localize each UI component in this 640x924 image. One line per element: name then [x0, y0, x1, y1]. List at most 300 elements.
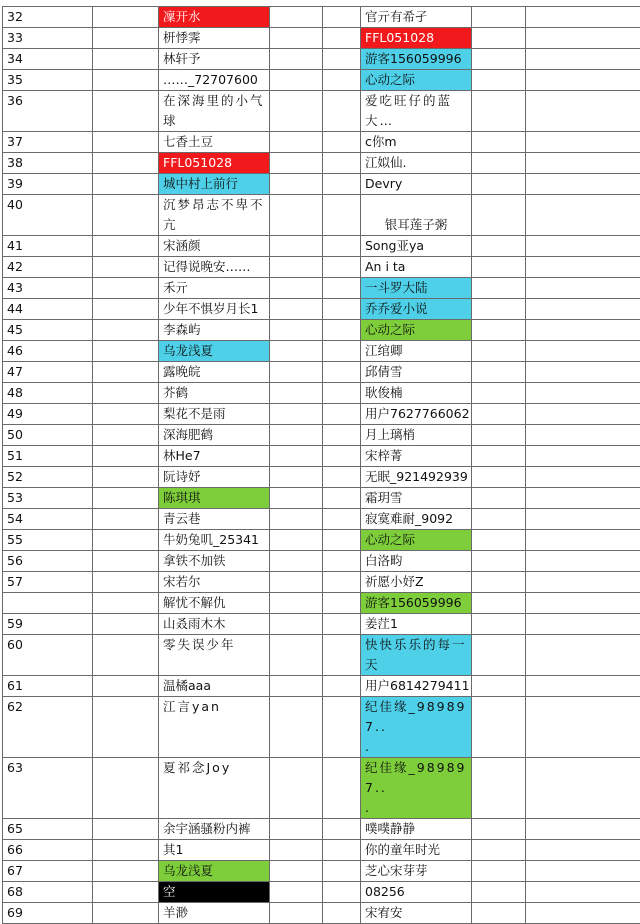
left-name-cell[interactable]: 乌龙浅夏 — [159, 861, 270, 882]
empty-cell[interactable] — [270, 132, 323, 153]
empty-cell[interactable] — [323, 676, 361, 697]
empty-cell[interactable] — [270, 676, 323, 697]
right-name-cell[interactable]: 爱吃旺仔的蓝大… — [361, 91, 472, 132]
empty-cell[interactable] — [93, 467, 159, 488]
empty-cell[interactable] — [93, 614, 159, 635]
empty-cell[interactable] — [526, 635, 640, 676]
left-name-cell[interactable]: 宋涵颜 — [159, 236, 270, 257]
row-number-cell[interactable]: 48 — [3, 383, 93, 404]
empty-cell[interactable] — [270, 903, 323, 924]
row-number-cell[interactable]: 33 — [3, 28, 93, 49]
empty-cell[interactable] — [526, 257, 640, 278]
left-name-cell[interactable]: 乌龙浅夏 — [159, 341, 270, 362]
right-name-cell[interactable]: 寂寞难耐_9092 — [361, 509, 472, 530]
left-name-cell[interactable]: 沉梦昂志不卑不亢 — [159, 195, 270, 236]
empty-cell[interactable] — [472, 697, 526, 758]
empty-cell[interactable] — [472, 903, 526, 924]
empty-cell[interactable] — [472, 49, 526, 70]
empty-cell[interactable] — [270, 7, 323, 28]
empty-cell[interactable] — [472, 882, 526, 903]
row-number-cell[interactable]: 38 — [3, 153, 93, 174]
empty-cell[interactable] — [472, 7, 526, 28]
empty-cell[interactable] — [270, 174, 323, 195]
empty-cell[interactable] — [270, 572, 323, 593]
empty-cell[interactable] — [526, 530, 640, 551]
empty-cell[interactable] — [270, 635, 323, 676]
right-name-cell[interactable]: 祈愿小妤Z — [361, 572, 472, 593]
right-name-cell[interactable]: 用户6814279411 — [361, 676, 472, 697]
empty-cell[interactable] — [323, 70, 361, 91]
row-number-cell[interactable]: 53 — [3, 488, 93, 509]
right-name-cell[interactable]: 姜茳1 — [361, 614, 472, 635]
right-name-cell[interactable]: 江绾卿 — [361, 341, 472, 362]
empty-cell[interactable] — [270, 299, 323, 320]
left-name-cell[interactable]: FFL051028 — [159, 153, 270, 174]
empty-cell[interactable] — [323, 174, 361, 195]
empty-cell[interactable] — [93, 425, 159, 446]
empty-cell[interactable] — [270, 341, 323, 362]
empty-cell[interactable] — [323, 593, 361, 614]
empty-cell[interactable] — [270, 49, 323, 70]
left-name-cell[interactable]: 少年不惧岁月长1 — [159, 299, 270, 320]
empty-cell[interactable] — [526, 509, 640, 530]
empty-cell[interactable] — [472, 362, 526, 383]
empty-cell[interactable] — [472, 257, 526, 278]
empty-cell[interactable] — [93, 509, 159, 530]
left-name-cell[interactable]: 青云巷 — [159, 509, 270, 530]
empty-cell[interactable] — [472, 819, 526, 840]
empty-cell[interactable] — [270, 70, 323, 91]
empty-cell[interactable] — [472, 840, 526, 861]
empty-cell[interactable] — [472, 676, 526, 697]
empty-cell[interactable] — [472, 341, 526, 362]
empty-cell[interactable] — [93, 861, 159, 882]
empty-cell[interactable] — [93, 299, 159, 320]
empty-cell[interactable] — [526, 278, 640, 299]
empty-cell[interactable] — [526, 49, 640, 70]
empty-cell[interactable] — [270, 153, 323, 174]
empty-cell[interactable] — [270, 530, 323, 551]
left-name-cell[interactable]: 露晚皖 — [159, 362, 270, 383]
row-number-cell[interactable]: 52 — [3, 467, 93, 488]
empty-cell[interactable] — [472, 299, 526, 320]
left-name-cell[interactable]: 山叒雨木木 — [159, 614, 270, 635]
empty-cell[interactable] — [323, 488, 361, 509]
empty-cell[interactable] — [270, 840, 323, 861]
empty-cell[interactable] — [472, 593, 526, 614]
empty-cell[interactable] — [526, 132, 640, 153]
right-name-cell[interactable]: 噗噗静静 — [361, 819, 472, 840]
empty-cell[interactable] — [270, 446, 323, 467]
empty-cell[interactable] — [472, 488, 526, 509]
empty-cell[interactable] — [270, 861, 323, 882]
row-number-cell[interactable]: 37 — [3, 132, 93, 153]
empty-cell[interactable] — [526, 488, 640, 509]
right-name-cell[interactable]: FFL051028 — [361, 28, 472, 49]
empty-cell[interactable] — [323, 882, 361, 903]
left-name-cell[interactable]: 枅悸霁 — [159, 28, 270, 49]
left-name-cell[interactable]: 其1 — [159, 840, 270, 861]
empty-cell[interactable] — [323, 404, 361, 425]
empty-cell[interactable] — [93, 278, 159, 299]
empty-cell[interactable] — [472, 195, 526, 236]
empty-cell[interactable] — [526, 903, 640, 924]
left-name-cell[interactable]: 拿铁不加铁 — [159, 551, 270, 572]
right-name-cell[interactable]: 一斗罗大陆 — [361, 278, 472, 299]
empty-cell[interactable] — [526, 362, 640, 383]
empty-cell[interactable] — [93, 341, 159, 362]
empty-cell[interactable] — [472, 28, 526, 49]
row-number-cell[interactable]: 43 — [3, 278, 93, 299]
right-name-cell[interactable]: 心动之际 — [361, 70, 472, 91]
row-number-cell[interactable]: 42 — [3, 257, 93, 278]
left-name-cell[interactable]: 余宇涵骚粉内裤 — [159, 819, 270, 840]
empty-cell[interactable] — [472, 236, 526, 257]
right-name-cell[interactable]: Devry — [361, 174, 472, 195]
row-number-cell[interactable]: 50 — [3, 425, 93, 446]
empty-cell[interactable] — [93, 362, 159, 383]
empty-cell[interactable] — [323, 341, 361, 362]
empty-cell[interactable] — [472, 132, 526, 153]
empty-cell[interactable] — [93, 572, 159, 593]
right-name-cell[interactable]: 白洛畇 — [361, 551, 472, 572]
row-number-cell[interactable]: 54 — [3, 509, 93, 530]
empty-cell[interactable] — [270, 467, 323, 488]
empty-cell[interactable] — [93, 593, 159, 614]
empty-cell[interactable] — [93, 49, 159, 70]
row-number-cell[interactable]: 61 — [3, 676, 93, 697]
empty-cell[interactable] — [323, 446, 361, 467]
right-name-cell[interactable]: 纪佳缘_989897.. . — [361, 697, 472, 758]
empty-cell[interactable] — [472, 446, 526, 467]
empty-cell[interactable] — [323, 819, 361, 840]
empty-cell[interactable] — [270, 195, 323, 236]
row-number-cell[interactable]: 46 — [3, 341, 93, 362]
right-name-cell[interactable]: 银耳莲子粥 — [361, 195, 472, 236]
empty-cell[interactable] — [93, 551, 159, 572]
empty-cell[interactable] — [323, 425, 361, 446]
empty-cell[interactable] — [270, 758, 323, 819]
empty-cell[interactable] — [93, 383, 159, 404]
empty-cell[interactable] — [323, 257, 361, 278]
empty-cell[interactable] — [93, 28, 159, 49]
empty-cell[interactable] — [270, 551, 323, 572]
empty-cell[interactable] — [270, 383, 323, 404]
right-name-cell[interactable]: 乔乔爱小说 — [361, 299, 472, 320]
table-row — [3, 614, 640, 635]
row-number-cell[interactable]: 44 — [3, 299, 93, 320]
row-number-cell[interactable]: 49 — [3, 404, 93, 425]
empty-cell[interactable] — [270, 882, 323, 903]
empty-cell[interactable] — [93, 676, 159, 697]
right-name-cell[interactable]: 宋梓菁 — [361, 446, 472, 467]
empty-cell[interactable] — [526, 299, 640, 320]
empty-cell[interactable] — [526, 341, 640, 362]
empty-cell[interactable] — [93, 446, 159, 467]
empty-cell[interactable] — [270, 320, 323, 341]
row-number-cell[interactable]: 62 — [3, 697, 93, 758]
row-number-cell[interactable]: 65 — [3, 819, 93, 840]
empty-cell[interactable] — [323, 132, 361, 153]
right-name-cell[interactable]: 江姒仙. — [361, 153, 472, 174]
empty-cell[interactable] — [472, 551, 526, 572]
left-name-cell[interactable]: 宋若尔 — [159, 572, 270, 593]
empty-cell[interactable] — [526, 383, 640, 404]
empty-cell[interactable] — [270, 614, 323, 635]
empty-cell[interactable] — [323, 320, 361, 341]
empty-cell[interactable] — [472, 614, 526, 635]
empty-cell[interactable] — [270, 425, 323, 446]
empty-cell[interactable] — [323, 635, 361, 676]
empty-cell[interactable] — [323, 509, 361, 530]
right-name-cell[interactable]: Song亚ya — [361, 236, 472, 257]
row-number-cell[interactable] — [3, 593, 93, 614]
empty-cell[interactable] — [270, 91, 323, 132]
row-number-cell[interactable]: 63 — [3, 758, 93, 819]
left-name-cell[interactable]: 芥鹤 — [159, 383, 270, 404]
left-name-cell[interactable]: 七香土豆 — [159, 132, 270, 153]
empty-cell[interactable] — [93, 236, 159, 257]
left-name-cell[interactable]: 江言yan — [159, 697, 270, 758]
empty-cell[interactable] — [93, 320, 159, 341]
left-name-cell[interactable]: 凜开水 — [159, 7, 270, 28]
right-name-cell[interactable]: 耿俊楠 — [361, 383, 472, 404]
left-name-cell[interactable]: 林轩予 — [159, 49, 270, 70]
empty-cell[interactable] — [526, 551, 640, 572]
empty-cell[interactable] — [270, 697, 323, 758]
empty-cell[interactable] — [526, 320, 640, 341]
row-number-cell[interactable]: 59 — [3, 614, 93, 635]
table-row — [3, 278, 640, 299]
empty-cell[interactable] — [526, 91, 640, 132]
right-name-cell[interactable]: c你m — [361, 132, 472, 153]
empty-cell[interactable] — [323, 236, 361, 257]
empty-cell[interactable] — [270, 257, 323, 278]
right-name-cell[interactable]: 快快乐乐的每一天 — [361, 635, 472, 676]
empty-cell[interactable] — [526, 236, 640, 257]
empty-cell[interactable] — [270, 819, 323, 840]
left-name-cell[interactable]: 在深海里的小气球 — [159, 91, 270, 132]
empty-cell[interactable] — [472, 635, 526, 676]
left-name-cell[interactable]: 牛奶兔叽_25341 — [159, 530, 270, 551]
empty-cell[interactable] — [93, 758, 159, 819]
empty-cell[interactable] — [526, 572, 640, 593]
left-name-cell[interactable]: 阮诗妤 — [159, 467, 270, 488]
empty-cell[interactable] — [472, 509, 526, 530]
right-name-cell[interactable]: 游客156059996 — [361, 593, 472, 614]
empty-cell[interactable] — [472, 572, 526, 593]
empty-cell[interactable] — [526, 840, 640, 861]
empty-cell[interactable] — [472, 320, 526, 341]
empty-cell[interactable] — [472, 383, 526, 404]
empty-cell[interactable] — [323, 697, 361, 758]
empty-cell[interactable] — [93, 488, 159, 509]
table-row — [3, 840, 640, 861]
empty-cell[interactable] — [526, 70, 640, 91]
row-number-cell[interactable]: 35 — [3, 70, 93, 91]
left-name-cell[interactable]: 羊渺 — [159, 903, 270, 924]
empty-cell[interactable] — [323, 530, 361, 551]
empty-cell[interactable] — [526, 614, 640, 635]
empty-cell[interactable] — [526, 467, 640, 488]
right-name-cell[interactable]: 心动之际 — [361, 530, 472, 551]
empty-cell[interactable] — [93, 840, 159, 861]
row-number-cell[interactable]: 45 — [3, 320, 93, 341]
empty-cell[interactable] — [526, 195, 640, 236]
left-name-cell[interactable]: 深海肥鹤 — [159, 425, 270, 446]
empty-cell[interactable] — [323, 195, 361, 236]
row-number-cell[interactable]: 40 — [3, 195, 93, 236]
right-name-cell[interactable]: 用户7627766062 — [361, 404, 472, 425]
empty-cell[interactable] — [93, 697, 159, 758]
empty-cell[interactable] — [323, 362, 361, 383]
right-name-cell[interactable]: 宋宥安 — [361, 903, 472, 924]
row-number-cell[interactable]: 32 — [3, 7, 93, 28]
left-name-cell[interactable]: 零失误少年 — [159, 635, 270, 676]
empty-cell[interactable] — [270, 236, 323, 257]
row-number-cell[interactable]: 67 — [3, 861, 93, 882]
empty-cell[interactable] — [323, 572, 361, 593]
empty-cell[interactable] — [526, 882, 640, 903]
left-name-cell[interactable]: 解忧不解仇 — [159, 593, 270, 614]
left-name-cell[interactable]: 城中村上前行 — [159, 174, 270, 195]
empty-cell[interactable] — [526, 28, 640, 49]
empty-cell[interactable] — [270, 509, 323, 530]
empty-cell[interactable] — [472, 467, 526, 488]
empty-cell[interactable] — [472, 174, 526, 195]
left-name-cell[interactable]: 记得说晚安…… — [159, 257, 270, 278]
empty-cell[interactable] — [270, 362, 323, 383]
empty-cell[interactable] — [323, 7, 361, 28]
empty-cell[interactable] — [323, 467, 361, 488]
empty-cell[interactable] — [93, 174, 159, 195]
empty-cell[interactable] — [526, 425, 640, 446]
empty-cell[interactable] — [526, 697, 640, 758]
empty-cell[interactable] — [270, 278, 323, 299]
empty-cell[interactable] — [323, 383, 361, 404]
empty-cell[interactable] — [93, 257, 159, 278]
empty-cell[interactable] — [93, 882, 159, 903]
row-number-cell[interactable]: 56 — [3, 551, 93, 572]
empty-cell[interactable] — [526, 404, 640, 425]
empty-cell[interactable] — [270, 28, 323, 49]
empty-cell[interactable] — [323, 861, 361, 882]
empty-cell[interactable] — [270, 404, 323, 425]
empty-cell[interactable] — [93, 7, 159, 28]
right-name-cell[interactable]: 你的童年时光 — [361, 840, 472, 861]
row-number-cell[interactable]: 69 — [3, 903, 93, 924]
left-name-cell[interactable]: ……_72707600 — [159, 70, 270, 91]
row-number-cell[interactable]: 47 — [3, 362, 93, 383]
right-name-cell[interactable]: 芝心宋芽芽 — [361, 861, 472, 882]
empty-cell[interactable] — [526, 446, 640, 467]
right-name-cell[interactable]: 游客156059996 — [361, 49, 472, 70]
empty-cell[interactable] — [93, 530, 159, 551]
row-number-cell[interactable]: 66 — [3, 840, 93, 861]
empty-cell[interactable] — [526, 758, 640, 819]
empty-cell[interactable] — [526, 819, 640, 840]
empty-cell[interactable] — [93, 153, 159, 174]
left-name-cell[interactable]: 禾亓 — [159, 278, 270, 299]
right-name-cell[interactable]: 月上璃梢 — [361, 425, 472, 446]
empty-cell[interactable] — [323, 758, 361, 819]
left-name-cell[interactable]: 林He7 — [159, 446, 270, 467]
empty-cell[interactable] — [323, 49, 361, 70]
row-number-cell[interactable]: 68 — [3, 882, 93, 903]
row-number-cell[interactable]: 60 — [3, 635, 93, 676]
empty-cell[interactable] — [472, 153, 526, 174]
left-name-cell[interactable]: 温橘aaa — [159, 676, 270, 697]
empty-cell[interactable] — [472, 404, 526, 425]
right-name-cell[interactable]: 霜玥雪 — [361, 488, 472, 509]
empty-cell[interactable] — [323, 278, 361, 299]
table-row — [3, 132, 640, 153]
empty-cell[interactable] — [472, 91, 526, 132]
left-name-cell[interactable]: 空 — [159, 882, 270, 903]
right-name-cell[interactable]: 邱倩雪 — [361, 362, 472, 383]
right-name-cell[interactable]: 官亓有希孑 — [361, 7, 472, 28]
empty-cell[interactable] — [526, 861, 640, 882]
row-number-cell[interactable]: 51 — [3, 446, 93, 467]
row-number-cell[interactable]: 36 — [3, 91, 93, 132]
empty-cell[interactable] — [323, 840, 361, 861]
empty-cell[interactable] — [93, 903, 159, 924]
empty-cell[interactable] — [93, 404, 159, 425]
empty-cell[interactable] — [323, 28, 361, 49]
empty-cell[interactable] — [323, 903, 361, 924]
empty-cell[interactable] — [323, 153, 361, 174]
row-number-cell[interactable]: 55 — [3, 530, 93, 551]
row-number-cell[interactable]: 57 — [3, 572, 93, 593]
empty-cell[interactable] — [323, 614, 361, 635]
empty-cell[interactable] — [270, 593, 323, 614]
empty-cell[interactable] — [93, 635, 159, 676]
empty-cell[interactable] — [472, 70, 526, 91]
row-number-cell[interactable]: 39 — [3, 174, 93, 195]
left-name-cell[interactable]: 李森屿 — [159, 320, 270, 341]
left-name-cell[interactable]: 梨花不是雨 — [159, 404, 270, 425]
row-number-cell[interactable]: 34 — [3, 49, 93, 70]
empty-cell[interactable] — [472, 278, 526, 299]
empty-cell[interactable] — [526, 7, 640, 28]
right-name-cell[interactable]: 无眠_921492939 — [361, 467, 472, 488]
empty-cell[interactable] — [93, 195, 159, 236]
empty-cell[interactable] — [93, 91, 159, 132]
empty-cell[interactable] — [472, 758, 526, 819]
left-name-cell[interactable]: 陈琪琪 — [159, 488, 270, 509]
left-name-cell[interactable]: 夏祁念Joy — [159, 758, 270, 819]
right-name-cell[interactable]: 心动之际 — [361, 320, 472, 341]
empty-cell[interactable] — [93, 819, 159, 840]
empty-cell[interactable] — [323, 299, 361, 320]
empty-cell[interactable] — [472, 530, 526, 551]
empty-cell[interactable] — [93, 70, 159, 91]
empty-cell[interactable] — [526, 593, 640, 614]
empty-cell[interactable] — [526, 174, 640, 195]
empty-cell[interactable] — [526, 153, 640, 174]
empty-cell[interactable] — [323, 91, 361, 132]
right-name-cell[interactable]: 纪佳缘_989897.. . — [361, 758, 472, 819]
empty-cell[interactable] — [472, 861, 526, 882]
empty-cell[interactable] — [93, 132, 159, 153]
empty-cell[interactable] — [472, 425, 526, 446]
empty-cell[interactable] — [323, 551, 361, 572]
empty-cell[interactable] — [526, 676, 640, 697]
right-name-cell[interactable]: An i ta — [361, 257, 472, 278]
row-number-cell[interactable]: 41 — [3, 236, 93, 257]
right-name-cell[interactable]: 08256 — [361, 882, 472, 903]
empty-cell[interactable] — [270, 488, 323, 509]
